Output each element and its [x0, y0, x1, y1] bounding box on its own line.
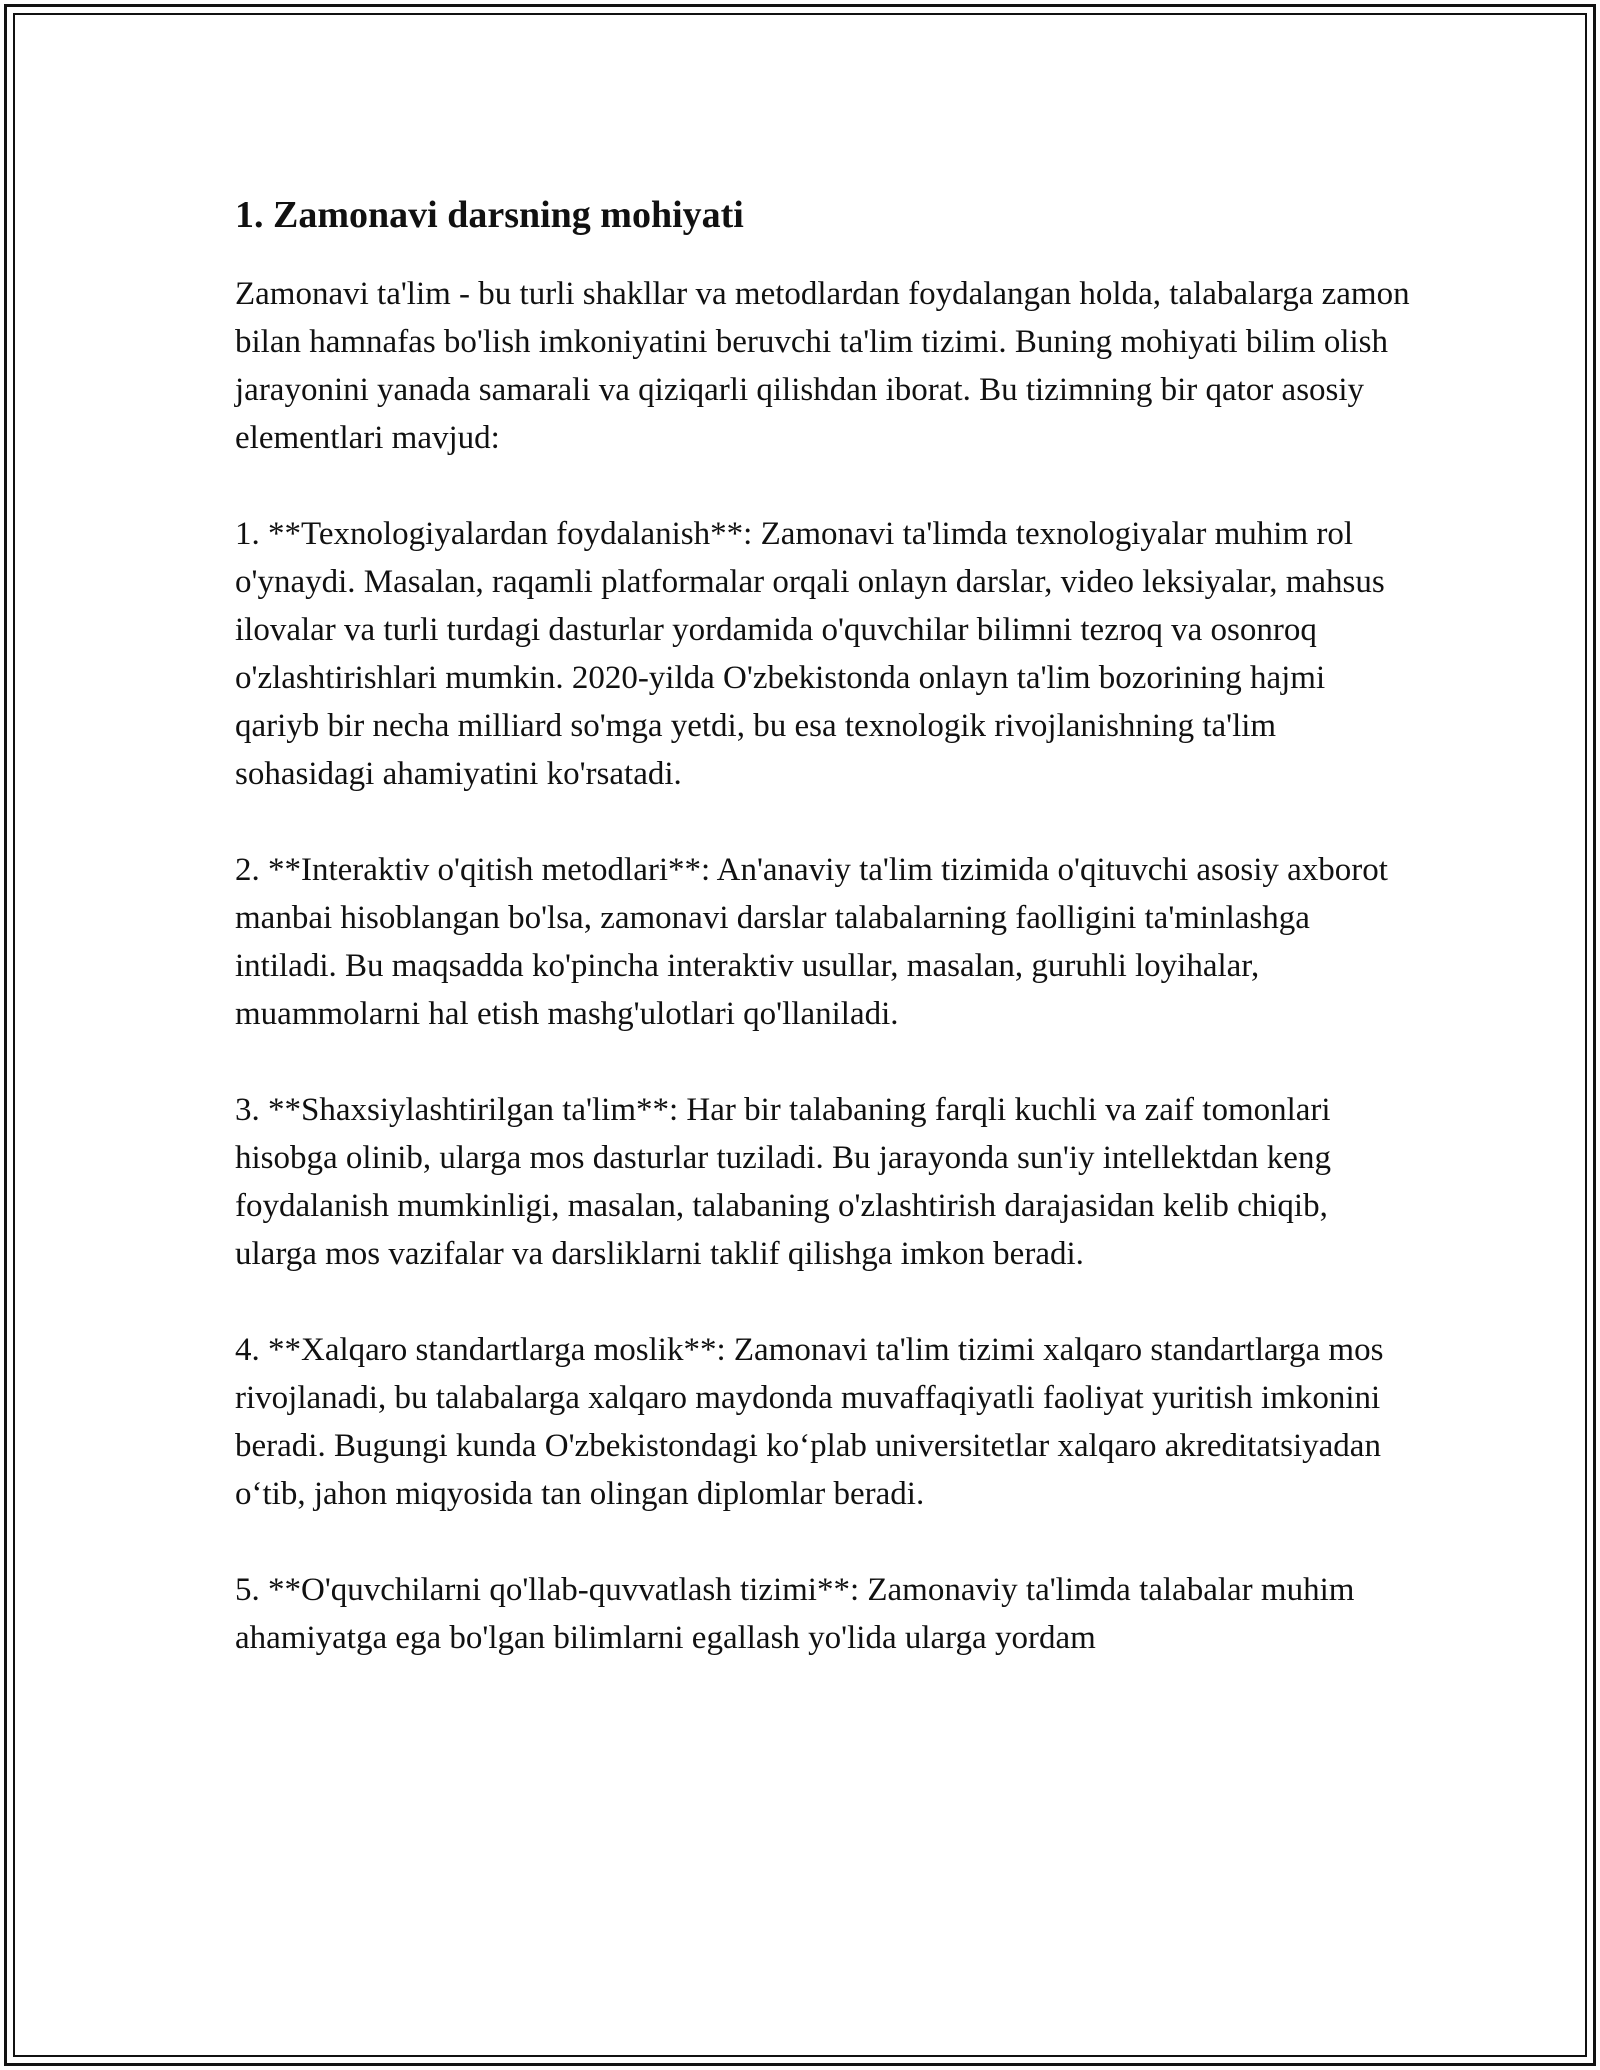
list-item-personalized-learning: 3. **Shaxsiylashtirilgan ta'lim**: Har bir talabaning farqli kuchli va zaif tomonlari hisobga olinib, ularga mos dasturlar tuziladi. Bu jarayonda sun'iy intellektdan keng foydalanish mumkinligi, masalan, talabaning o'zlashtirish darajasidan kelib chiqib, ularga mos vazifalar va darsliklarni taklif qilishga imkon beradi.	[235, 1092, 1331, 1272]
intro-paragraph: Zamonavi ta'lim - bu turli shakllar va metodlardan foydalangan holda, talabalarga zamon bilan hamnafas bo'lish imkoniyatini beruvchi ta'lim tizimi. Buning mohiyati bilim olish jarayonini yanada samarali va qiziqarli qilishdan iborat. Bu tizimning bir qator asosiy elementlari mavjud:	[235, 276, 1410, 456]
document-body	[235, 186, 1415, 1710]
list-item-student-support: 5. **O'quvchilarni qo'llab-quvvatlash tizimi**: Zamonaviy ta'limda talabalar muhim ahamiyatga ega bo'lgan bilimlarni egallash yo'lida ularga yordam	[235, 1572, 1355, 1656]
list-item-international-standards: 4. **Xalqaro standartlarga moslik**: Zamonavi ta'lim tizimi xalqaro standartlarga mos rivojlanadi, bu talabalarga xalqaro maydonda muvaffaqiyatli faoliyat yuritish imkonini beradi. Bugungi kunda O'zbekistondagi ko‘plab universitetlar xalqaro akreditatsiyadan o‘tib, jahon miqyosida tan olingan diplomlar beradi.	[235, 1332, 1384, 1512]
list-item-interactive-methods: 2. **Interaktiv o'qitish metodlari**: An'anaviy ta'lim tizimida o'qituvchi asosiy axborot manbai hisoblangan bo'lsa, zamonavi darslar talabalarning faolligini ta'minlashga intiladi. Bu maqsadda ko'pincha interaktiv usullar, masalan, guruhli loyihalar, muammolarni hal etish mashg'ulotlari qo'llaniladi.	[235, 852, 1388, 1032]
section-heading: 1. Zamonavi darsning mohiyati	[235, 194, 744, 236]
list-item-technology: 1. **Texnologiyalardan foydalanish**: Zamonavi ta'limda texnologiyalar muhim rol o'ynaydi. Masalan, raqamli platformalar orqali onlayn darslar, video leksiyalar, mahsus ilovalar va turli turdagi dasturlar yordamida o'quvchilar bilimni tezroq va osonroq o'zlashtirishlari mumkin. 2020-yilda O'zbekistonda onlayn ta'lim bozorining hajmi qariyb bir necha milliard so'mga yetdi, bu esa texnologik rivojlanishning ta'lim sohasidagi ahamiyatini ko'rsatadi.	[235, 516, 1385, 792]
